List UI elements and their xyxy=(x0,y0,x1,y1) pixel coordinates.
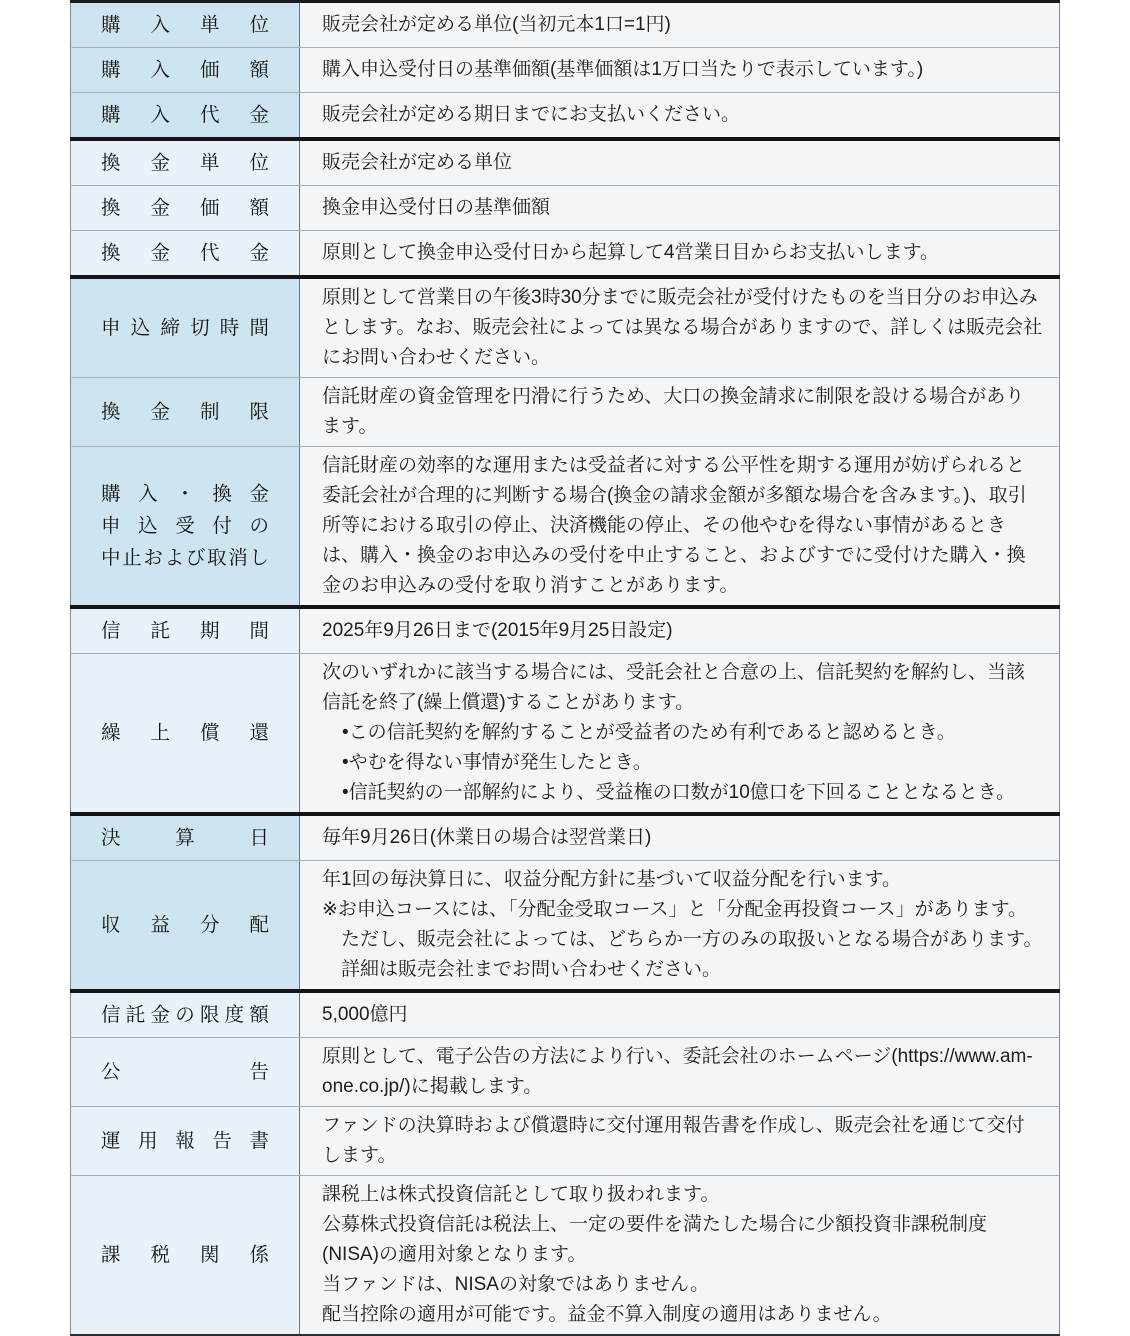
row-label-redemption-price xyxy=(70,186,300,230)
label-line xyxy=(101,615,269,647)
label-char: 込 xyxy=(138,515,158,537)
content-p: 販売会社が定める単位(当初元本1口=1円) xyxy=(322,14,671,35)
row-label-income-distribution xyxy=(70,861,300,989)
content-p: 購入申込受付日の基準価額(基準価額は1万口当たりで表示しています。) xyxy=(322,59,924,80)
label-char: 価 xyxy=(199,59,220,81)
content-p: 原則として、電子公告の方法により行い、委託会社のホームページ(https://www.am-one.co.jp/)に掲載します。 xyxy=(322,1046,1033,1097)
table-row-redemption-unit xyxy=(70,141,1060,185)
label-char: 金 xyxy=(150,242,170,264)
label-char: 申 xyxy=(101,515,121,537)
label-char: 換 xyxy=(101,401,121,423)
row-content-settlement-date xyxy=(300,816,1060,860)
label-line xyxy=(101,1239,269,1271)
row-label-application-deadline xyxy=(70,279,300,377)
label-char: 込 xyxy=(130,317,151,339)
table-section-3 xyxy=(70,609,1060,816)
label-char: 関 xyxy=(199,1244,220,1266)
label-char: 止 xyxy=(122,547,142,569)
label-char: 上 xyxy=(150,722,170,744)
label-char: 購 xyxy=(101,104,121,126)
terms-table xyxy=(70,0,1060,1336)
label-char: 締 xyxy=(160,317,180,339)
table-row-trust-limit xyxy=(70,993,1060,1037)
label-line xyxy=(101,999,269,1031)
row-label-trust-period xyxy=(70,609,300,653)
label-char: 消 xyxy=(228,547,248,569)
label-char: 付 xyxy=(212,515,232,537)
content-p: 2025年9月26日まで(2015年9月25日設定) xyxy=(322,620,673,641)
content-note: ※お申込コースには、「分配金受取コース」と「分配金再投資コース」があります。ただし、販売会社によっては、どちらか一方のみの取扱いとなる場合があります。詳細は販売会社までお問い合わせください。 xyxy=(322,899,1043,980)
table-row-income-distribution xyxy=(70,860,1060,989)
label-char: 算 xyxy=(175,827,195,849)
label-line xyxy=(101,147,269,179)
label-char: 申 xyxy=(101,317,121,339)
content-p: 販売会社が定める期日までにお支払いください。 xyxy=(322,104,741,125)
label-char: お xyxy=(143,547,163,569)
label-char: ・ xyxy=(175,483,195,505)
label-char: 運 xyxy=(101,1130,121,1152)
row-content-redemption-limit xyxy=(300,378,1060,446)
table-row-taxation xyxy=(70,1175,1060,1334)
label-char: 代 xyxy=(199,104,220,126)
label-char: 公 xyxy=(101,1061,121,1083)
table-row-redemption-payment xyxy=(70,230,1060,275)
table-row-purchase-unit xyxy=(70,3,1060,47)
label-char: 取 xyxy=(207,547,227,569)
table-row-trust-period xyxy=(70,609,1060,653)
content-p: 当ファンドは、NISAの対象ではありません。 xyxy=(322,1274,710,1295)
label-char: 度 xyxy=(224,1004,245,1026)
label-line xyxy=(101,717,269,749)
table-row-redemption-limit xyxy=(70,377,1060,446)
table-row-early-redemption xyxy=(70,653,1060,812)
table-row-application-deadline xyxy=(70,279,1060,377)
label-char: 託 xyxy=(125,1004,146,1026)
label-char: 購 xyxy=(101,59,121,81)
content-p: 信託財産の資金管理を円滑に行うため、大口の換金請求に制限を設ける場合があります。 xyxy=(322,386,1025,437)
label-char: 繰 xyxy=(101,722,121,744)
table-row-purchase-payment xyxy=(70,92,1060,137)
row-label-trust-limit xyxy=(70,993,300,1037)
content-p: 原則として換金申込受付日から起算して4営業日目からお支払いします。 xyxy=(322,242,940,263)
label-char: 入 xyxy=(138,483,158,505)
label-char: 間 xyxy=(249,317,269,339)
content-p: 年1回の毎決算日に、収益分配方針に基づいて収益分配を行います。 xyxy=(322,869,902,890)
row-label-public-notice xyxy=(70,1038,300,1106)
row-content-purchase-payment xyxy=(300,93,1060,137)
label-char: 入 xyxy=(150,104,170,126)
label-line xyxy=(101,510,269,542)
label-char: 収 xyxy=(101,914,121,936)
label-char: 金 xyxy=(249,483,269,505)
row-content-trust-limit xyxy=(300,993,1060,1037)
label-char: 価 xyxy=(199,197,220,219)
label-char: 単 xyxy=(199,14,220,36)
label-char: 書 xyxy=(249,1130,269,1152)
content-p: 5,000億円 xyxy=(322,1004,408,1025)
label-char: 金 xyxy=(249,242,269,264)
row-label-purchase-price xyxy=(70,48,300,92)
row-content-early-redemption xyxy=(300,654,1060,812)
label-char: 金 xyxy=(150,1004,170,1026)
label-char: 中 xyxy=(101,547,121,569)
label-line xyxy=(101,822,269,854)
row-label-settlement-date xyxy=(70,816,300,860)
label-char: 信 xyxy=(101,620,121,642)
label-line xyxy=(101,9,269,41)
label-char: 切 xyxy=(190,317,210,339)
label-char: 分 xyxy=(199,914,220,936)
label-char: 入 xyxy=(150,14,170,36)
label-line xyxy=(101,237,269,269)
content-p: 換金申込受付日の基準価額 xyxy=(322,197,551,218)
label-char: 制 xyxy=(199,401,220,423)
label-char: 金 xyxy=(150,401,170,423)
table-section-4 xyxy=(70,816,1060,993)
row-content-taxation xyxy=(300,1176,1060,1334)
table-section-2 xyxy=(70,279,1060,609)
label-line xyxy=(101,192,269,224)
content-p: 公募株式投資信託は税法上、一定の要件を満たした場合に少額投資非課税制度(NISA)の適用対象となります。 xyxy=(322,1214,988,1265)
label-char: 報 xyxy=(175,1130,195,1152)
row-content-application-deadline xyxy=(300,279,1060,377)
label-char: び xyxy=(185,547,206,569)
table-section-5 xyxy=(70,993,1060,1334)
row-label-redemption-payment xyxy=(70,231,300,275)
label-line xyxy=(101,909,269,941)
label-char: 決 xyxy=(101,827,121,849)
label-char: 換 xyxy=(101,242,121,264)
label-char: 託 xyxy=(150,620,170,642)
table-row-public-notice xyxy=(70,1037,1060,1106)
label-line xyxy=(101,312,269,344)
row-content-purchase-unit xyxy=(300,3,1060,47)
label-char: 購 xyxy=(101,14,121,36)
row-label-redemption-unit xyxy=(70,141,300,185)
label-char: 課 xyxy=(101,1244,121,1266)
content-p: 次のいずれかに該当する場合には、受託会社と合意の上、信託契約を解約し、当該信託を終了(繰上償還)することがあります。 xyxy=(322,662,1026,713)
content-p: 原則として営業日の午後3時30分までに販売会社が受付けたものを当日分のお申込みとします。なお、販売会社によっては異なる場合がありますので、詳しくは販売会社にお問い合わせください。 xyxy=(322,287,1043,368)
row-content-income-distribution xyxy=(300,861,1060,989)
label-char: 限 xyxy=(199,1004,220,1026)
label-line xyxy=(101,1056,269,1088)
row-label-management-report xyxy=(70,1107,300,1175)
label-char: 換 xyxy=(212,483,232,505)
label-char: の xyxy=(249,515,269,537)
row-content-suspension-cancellation xyxy=(300,447,1060,605)
label-char: 還 xyxy=(249,722,269,744)
row-content-redemption-price xyxy=(300,186,1060,230)
row-label-suspension-cancellation xyxy=(70,447,300,605)
label-char: 入 xyxy=(150,59,170,81)
label-char: 換 xyxy=(101,197,121,219)
label-char: 時 xyxy=(219,317,240,339)
row-content-management-report xyxy=(300,1107,1060,1175)
label-char: 日 xyxy=(249,827,269,849)
label-char: 金 xyxy=(249,104,269,126)
content-p: 信託財産の効率的な運用または受益者に対する公平性を期する運用が妨げられると委託会社が合理的に判断する場合(換金の請求金額が多額な場合を含みます。)、取引所等における取引の停止、決済機能の停止、その他やむを得ない事情があるときは、購入・換金のお申込みの受付を中止すること、およびすでに受付けた購入・換金のお申込みの受付を取り消すことがあります。 xyxy=(322,455,1027,596)
label-char: 益 xyxy=(150,914,170,936)
row-label-taxation xyxy=(70,1176,300,1334)
label-line xyxy=(101,478,269,510)
label-char: 金 xyxy=(150,197,170,219)
table-row-redemption-price xyxy=(70,185,1060,230)
label-char: 額 xyxy=(249,1004,269,1026)
label-char: 限 xyxy=(249,401,269,423)
label-char: よ xyxy=(164,547,185,569)
content-p: 毎年9月26日(休業日の場合は翌営業日) xyxy=(322,827,652,848)
row-content-purchase-price xyxy=(300,48,1060,92)
label-char: し xyxy=(249,547,269,569)
label-char: 代 xyxy=(199,242,220,264)
table-row-suspension-cancellation xyxy=(70,446,1060,605)
row-content-redemption-unit xyxy=(300,141,1060,185)
label-char: 信 xyxy=(101,1004,121,1026)
row-label-redemption-limit xyxy=(70,378,300,446)
content-bullet: •この信託契約を解約することが受益者のため有利であると認めるとき。 xyxy=(342,722,956,743)
content-p: 課税上は株式投資信託として取り扱われます。 xyxy=(322,1184,720,1205)
table-row-purchase-price xyxy=(70,47,1060,92)
table-row-management-report xyxy=(70,1106,1060,1175)
row-label-purchase-payment xyxy=(70,93,300,137)
label-char: 換 xyxy=(101,152,121,174)
label-char: 期 xyxy=(199,620,220,642)
table-section-0 xyxy=(70,3,1060,141)
content-p: 配当控除の適用が可能です。益金不算入制度の適用はありません。 xyxy=(322,1304,892,1325)
label-char: 間 xyxy=(249,620,269,642)
label-char: 位 xyxy=(249,152,269,174)
label-line xyxy=(101,1125,269,1157)
label-char: 用 xyxy=(138,1130,158,1152)
label-char: 額 xyxy=(249,197,269,219)
content-bullet: •やむを得ない事情が発生したとき。 xyxy=(342,752,652,773)
label-char: の xyxy=(175,1004,195,1026)
label-char: 額 xyxy=(249,59,269,81)
label-char: 受 xyxy=(175,515,195,537)
label-line xyxy=(101,54,269,86)
content-bullet: •信託契約の一部解約により、受益権の口数が10億口を下回ることとなるとき。 xyxy=(342,782,1016,803)
row-content-public-notice xyxy=(300,1038,1060,1106)
label-char: 単 xyxy=(199,152,220,174)
label-char: 係 xyxy=(249,1244,269,1266)
row-content-redemption-payment xyxy=(300,231,1060,275)
row-label-purchase-unit xyxy=(70,3,300,47)
label-line xyxy=(101,396,269,428)
label-char: 配 xyxy=(249,914,269,936)
label-char: 金 xyxy=(150,152,170,174)
label-line xyxy=(101,99,269,131)
table-row-settlement-date xyxy=(70,816,1060,860)
label-char: 償 xyxy=(199,722,220,744)
label-char: 税 xyxy=(150,1244,170,1266)
label-char: 位 xyxy=(249,14,269,36)
row-label-early-redemption xyxy=(70,654,300,812)
content-p: 販売会社が定める単位 xyxy=(322,152,513,173)
row-content-trust-period xyxy=(300,609,1060,653)
label-char: 告 xyxy=(249,1061,269,1083)
label-char: 告 xyxy=(212,1130,232,1152)
content-p: ファンドの決算時および償還時に交付運用報告書を作成し、販売会社を通じて交付します。 xyxy=(322,1115,1025,1166)
label-char: 購 xyxy=(101,483,121,505)
table-section-1 xyxy=(70,141,1060,279)
label-line xyxy=(101,542,269,574)
